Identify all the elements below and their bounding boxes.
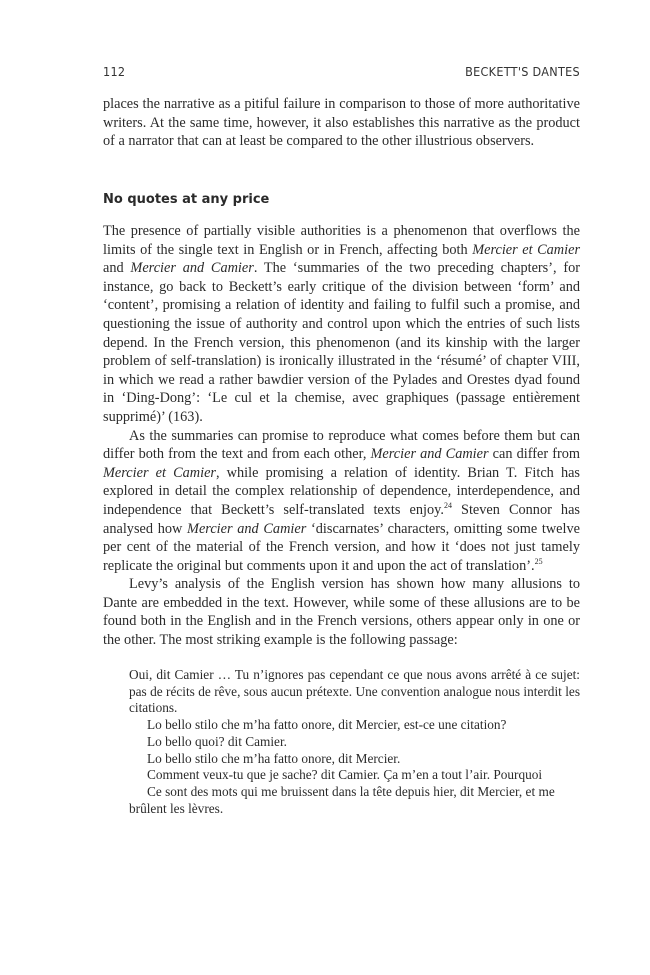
para2-title-3: Mercier and Camier — [187, 520, 307, 537]
para2-title-2: Mercier et Camier — [103, 464, 216, 481]
para2-text-3: , while promising a relation of identity. Brian T. Fitch has explored in detail the complex relationship of dependence, interdependence, and independence that Beckett’s self-translated texts enjoy. — [103, 464, 580, 518]
quote-line: Lo bello stilo che m’ha fatto onore, dit Mercier. — [147, 750, 401, 766]
para2-text-5: ‘discarnates’ characters, omitting some twelve per cent of the material of the French version, and how it ‘does not just tamely replicate the original but comments upon it and upon the act of translation’. — [103, 520, 580, 574]
para1-text-3: . The ‘summaries of the two preceding chapters’, for instance, go back to Beckett’s early critique of the division between ‘form’ and ‘content’, promising a relation of identity and failing to fulfil such a promise, and questioning the issue of authority and control upon which the entries of such lists depend. In the French version, this phenomenon (and its kinship with the larger problem of self-translation) is ironically illustrated in the ‘résumé’ of chapter VIII, in which we read a rather bawdier version of the Pylades and Orestes dyad found in ‘Ding-Dong’: ‘Le cul et la chemise, avec graphiques (passage entièrement supprimé)’ (163). — [103, 260, 581, 425]
body-text — [103, 222, 580, 650]
para1-text-1: The presence of partially visible authorities is a phenomenon that overflows the limits of the single text in English or in French, affecting both — [103, 223, 580, 258]
quote-line: Comment veux-tu que je sache? dit Camier. Ça m’en a tout l’air. Pourquoi — [147, 767, 543, 783]
paragraph-1 — [103, 222, 580, 427]
paragraph-2 — [103, 427, 580, 576]
quote-line: Lo bello quoi? dit Camier. — [147, 733, 287, 749]
para2-text-4: Steven Connor has analysed how — [103, 501, 580, 537]
intro-paragraph — [103, 95, 580, 151]
intro-text: places the narrative as a pitiful failure in comparison to those of more authoritative writers. At the same time, however, it also establishes this narrative as the product of a narrator that can at least be compared to the other illustrious observers. — [103, 96, 580, 150]
quote-line: Ce sont des mots qui me bruissent dans la tête depuis hier, dit Mercier, et me brûlent les lèvres. — [129, 783, 555, 816]
page-number: 112 — [103, 64, 126, 79]
quote-first-line: Oui, dit Camier … Tu n’ignores pas cependant ce que nous avons arrêté à ce sujet: pas de récits de rêve, sous aucun prétexte. Une convention analogue nous interdit les citations. — [129, 667, 580, 716]
para1-title-1: Mercier et Camier — [472, 241, 581, 258]
para2-title-1: Mercier and Camier — [370, 446, 489, 463]
block-quote — [129, 667, 580, 817]
para2-text-2: can differ from — [488, 446, 580, 463]
para2-text-1: As the summaries can promise to reproduce what comes before them but can differ both from the text and from each other, — [103, 427, 580, 463]
running-title: BECKETT'S DANTES — [465, 64, 580, 79]
section-heading: No quotes at any price — [103, 192, 270, 207]
footnote-ref-25[interactable]: 25 — [534, 556, 543, 566]
para1-title-2: Mercier and Camier — [130, 260, 254, 277]
footnote-ref-24[interactable]: 24 — [443, 501, 452, 511]
para1-text-2: and — [103, 260, 131, 277]
paragraph-3: Levy’s analysis of the English version has shown how many allusions to Dante are embedded in the text. However, while some of these allusions are to be found both in the English and in the French versions, others appear only in one or the other. The most striking example is the following passage: — [103, 576, 580, 649]
running-head — [103, 64, 580, 82]
quote-line: Lo bello stilo che m’ha fatto onore, dit Mercier, est-ce une citation? — [147, 717, 507, 733]
